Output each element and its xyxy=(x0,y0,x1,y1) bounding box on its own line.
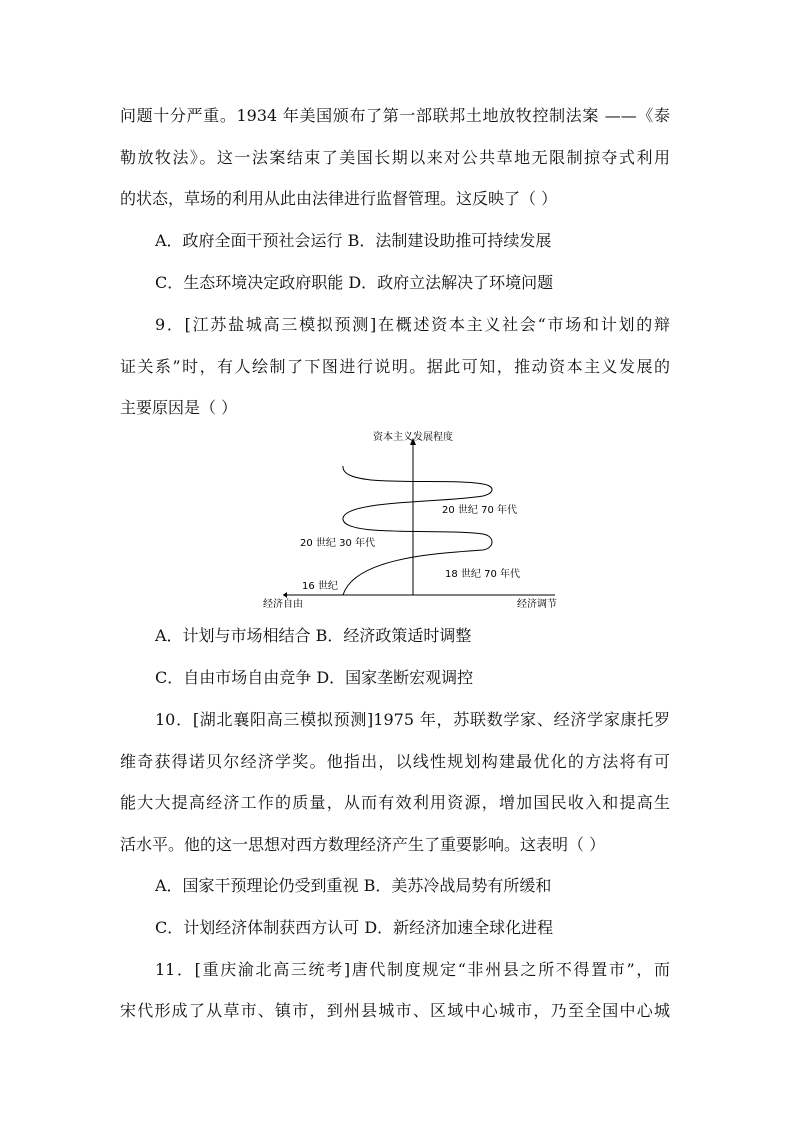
q9-options-cd: C．自由市场自由竞争 D．国家垄断宏观调控 xyxy=(155,668,474,687)
label-18th-century-70s: 18 世纪 70 年代 xyxy=(445,569,520,580)
q10-text-line-3: 能大大提高经济工作的质量，从而有效利用资源，增加国民收入和提高生 xyxy=(120,793,670,812)
q11-text-line-2: 宋代形成了从草市、镇市，到州县城市、区域中心城市，乃至全国中心城 xyxy=(120,1001,670,1020)
q10-text-line-1: 10．[湖北襄阳高三模拟预测]1975 年，苏联数学家、经济学家康托罗 xyxy=(155,710,670,729)
q10-text-line-2: 维奇获得诺贝尔经济学奖。他指出，以线性规划构建最优化的方法将有可 xyxy=(120,752,670,771)
market-plan-spiral-diagram xyxy=(255,428,575,613)
label-20th-century-70s: 20 世纪 70 年代 xyxy=(442,505,517,516)
x-axis-left-label: 经济自由 xyxy=(263,599,303,610)
x-axis-left-arrow xyxy=(283,592,287,598)
x-axis-right-label: 经济调节 xyxy=(517,599,557,610)
label-16th-century: 16 世纪 xyxy=(302,581,338,592)
label-20th-century-30s: 20 世纪 30 年代 xyxy=(300,538,375,549)
q10-options-ab: A．国家干预理论仍受到重视 B．美苏冷战局势有所缓和 xyxy=(155,876,552,895)
q10-options-cd: C．计划经济体制获西方认可 D．新经济加速全球化进程 xyxy=(155,918,554,937)
q9-options-ab: A．计划与市场相结合 B．经济政策适时调整 xyxy=(155,626,472,645)
q8-text-line-3: 的状态，草场的利用从此由法律进行监督管理。这反映了（ ） xyxy=(120,189,558,208)
q8-text-line-2: 勒放牧法》。这一法案结束了美国长期以来对公共草地无限制掠夺式利用 xyxy=(120,148,670,167)
q11-text-line-1: 11．[重庆渝北高三统考]唐代制度规定“非州县之所不得置市”，而 xyxy=(155,960,670,979)
q9-text-line-3: 主要原因是（ ） xyxy=(120,398,238,417)
q8-options-ab: A．政府全面干预社会运行 B．法制建设助推可持续发展 xyxy=(155,231,552,250)
q10-text-line-4: 活水平。他的这一思想对西方数理经济产生了重要影响。这表明（ ） xyxy=(120,835,606,854)
q9-text-line-2: 证关系”时，有人绘制了下图进行说明。据此可知，推动资本主义发展的 xyxy=(120,357,670,376)
y-axis-label: 资本主义发展程度 xyxy=(373,432,453,443)
q8-text-line-1: 问题十分严重。1934 年美国颁布了第一部联邦土地放牧控制法案 ——《泰 xyxy=(120,106,670,125)
q9-text-line-1: 9．[江苏盐城高三模拟预测]在概述资本主义社会“市场和计划的辩 xyxy=(155,315,670,334)
q8-options-cd: C．生态环境决定政府职能 D．政府立法解决了环境问题 xyxy=(155,273,554,292)
